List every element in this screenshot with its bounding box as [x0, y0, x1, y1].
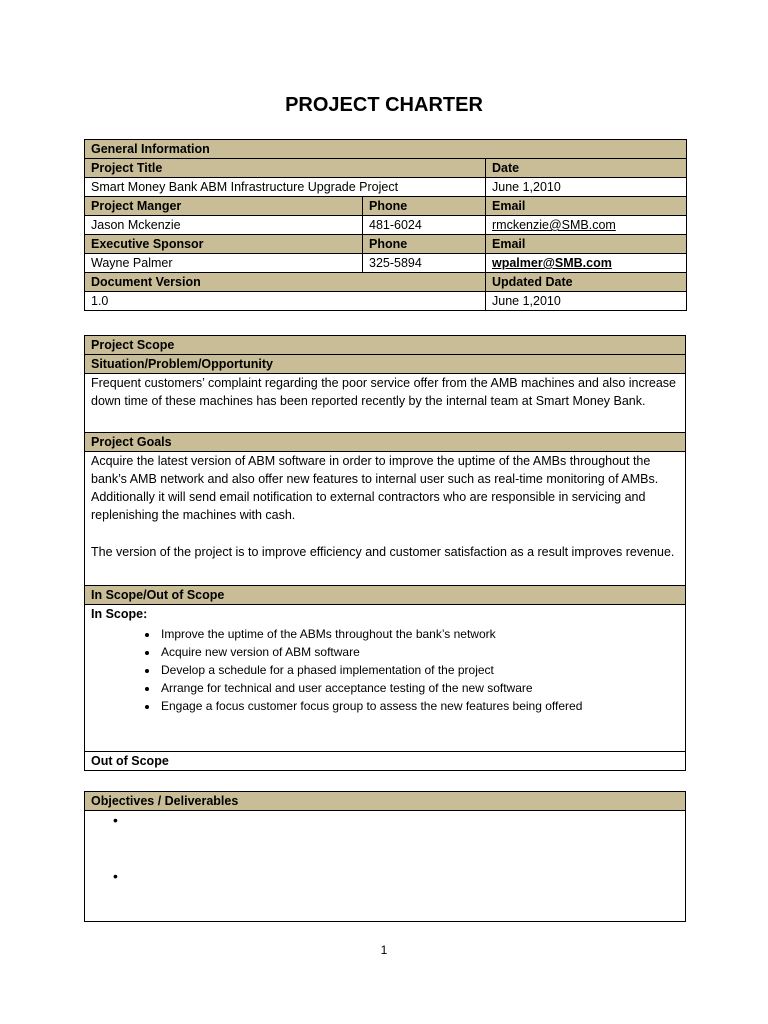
- situation-label: Situation/Problem/Opportunity: [85, 355, 686, 374]
- sponsor-phone-label: Phone: [363, 235, 486, 254]
- objectives-header: Objectives / Deliverables: [85, 792, 686, 811]
- project-manager-name: Jason Mckenzie: [85, 216, 363, 235]
- general-information-header: General Information: [85, 140, 687, 159]
- date-value: June 1,2010: [486, 178, 687, 197]
- list-item: • Improve the uptime of the ABMs throughout the bank’s network: [159, 625, 679, 643]
- in-scope-label: In Scope:: [91, 607, 148, 621]
- project-title-value: Smart Money Bank ABM Infrastructure Upgrade Project: [85, 178, 486, 197]
- objectives-body: [85, 811, 686, 922]
- manager-phone: 481-6024: [363, 216, 486, 235]
- project-scope-header: Project Scope: [85, 336, 686, 355]
- list-item: • Arrange for technical and user acceptance testing of the new software: [159, 679, 679, 697]
- executive-sponsor-name: Wayne Palmer: [85, 254, 363, 273]
- list-item: • Acquire new version of ABM software: [159, 643, 679, 661]
- objectives-table: [84, 791, 686, 922]
- project-manager-label: Project Manger: [85, 197, 363, 216]
- sponsor-email-link[interactable]: wpalmer@SMB.com: [492, 256, 612, 270]
- sponsor-email-label: Email: [486, 235, 687, 254]
- project-title-label: Project Title: [85, 159, 486, 178]
- bullet-icon: •: [113, 868, 118, 884]
- in-scope-cell: [85, 605, 686, 752]
- updated-date-value: June 1,2010: [486, 292, 687, 311]
- project-goals-label: Project Goals: [85, 433, 686, 452]
- page-title: PROJECT CHARTER: [285, 94, 483, 116]
- project-scope-table: [84, 335, 686, 771]
- bullet-icon: •: [113, 812, 118, 828]
- in-out-scope-label: In Scope/Out of Scope: [85, 586, 686, 605]
- list-item: • Develop a schedule for a phased implementation of the project: [159, 661, 679, 679]
- out-of-scope-label: Out of Scope: [85, 752, 686, 771]
- manager-phone-label: Phone: [363, 197, 486, 216]
- general-information-table: [84, 139, 687, 311]
- manager-email-link[interactable]: rmckenzie@SMB.com: [492, 218, 616, 232]
- project-goals-paragraph-2: The version of the project is to improve efficiency and customer satisfaction as a result improves revenue.: [91, 545, 675, 559]
- document-version-value: 1.0: [85, 292, 486, 311]
- updated-date-label: Updated Date: [486, 273, 687, 292]
- list-item: • Engage a focus customer focus group to assess the new features being offered: [159, 697, 679, 715]
- in-scope-list: [91, 625, 679, 715]
- situation-text: Frequent customers’ complaint regarding the poor service offer from the AMB machines and also increase down time of these machines has been reported recently by the internal team at Smart Money Bank.: [85, 374, 686, 433]
- date-label: Date: [486, 159, 687, 178]
- manager-email-label: Email: [486, 197, 687, 216]
- executive-sponsor-label: Executive Sponsor: [85, 235, 363, 254]
- project-goals-paragraph-1: Acquire the latest version of ABM software in order to improve the uptime of the AMBs throughout the bank’s AMB network and also offer new features to internal user such as real-time monitoring of AMBs. Additionally it will send email notification to external contractors who are responsible in servicing and replenishing the machines with cash.: [91, 454, 659, 522]
- page-number: 1: [380, 943, 388, 957]
- sponsor-phone: 325-5894: [363, 254, 486, 273]
- document-version-label: Document Version: [85, 273, 486, 292]
- project-goals-body: [85, 452, 686, 586]
